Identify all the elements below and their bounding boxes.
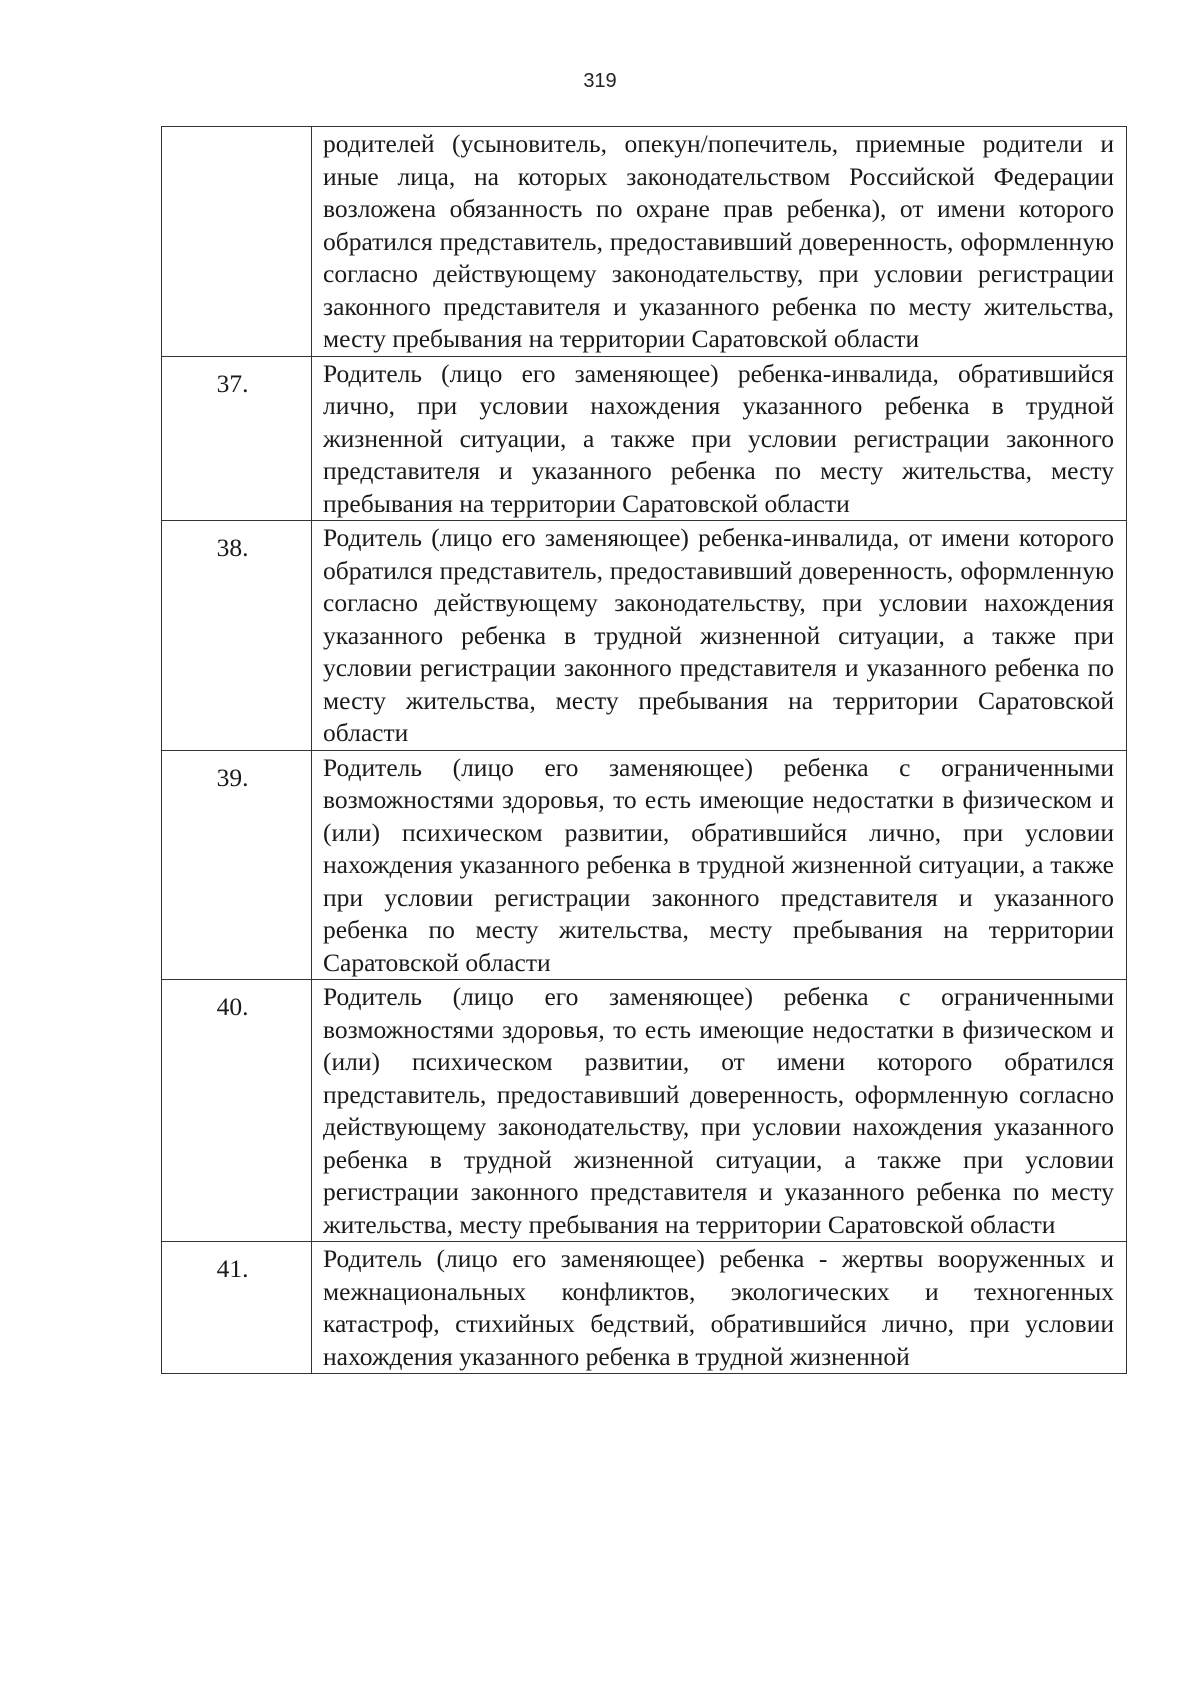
page-number: 319 xyxy=(583,70,617,92)
table-row xyxy=(162,127,1127,357)
table-row xyxy=(162,521,1127,751)
row-number: 38. xyxy=(162,521,312,751)
row-number: 39. xyxy=(162,750,312,980)
row-text: Родитель (лицо его заменяющее) ребенка с ограниченными возможностями здоровья, то есть имеющие недостатки в физическом и (или) психическом развитии, от имени которого обратился представитель, предоставивший доверенность, оформленную согласно действующему законодательству, при условии нахождения указанного ребенка в трудной жизненной ситуации, а также при условии регистрации законного представителя и указанного ребенка по месту жительства, месту пребывания на территории Саратовской области xyxy=(312,980,1127,1242)
table-row xyxy=(162,356,1127,521)
row-number xyxy=(162,127,312,357)
row-text: Родитель (лицо его заменяющее) ребенка-инвалида, от имени которого обратился представитель, предоставивший доверенность, оформленную согласно действующему законодательству, при условии нахождения указанного ребенка в трудной жизненной ситуации, а также при условии регистрации законного представителя и указанного ребенка по месту жительства, месту пребывания на территории Саратовской области xyxy=(312,521,1127,751)
row-number: 41. xyxy=(162,1242,312,1374)
row-text: Родитель (лицо его заменяющее) ребенка с ограниченными возможностями здоровья, то есть имеющие недостатки в физическом и (или) психическом развитии, обратившийся лично, при условии нахождения указанного ребенка в трудной жизненной ситуации, а также при условии регистрации законного представителя и указанного ребенка по месту жительства, месту пребывания на территории Саратовской области xyxy=(312,750,1127,980)
table-row xyxy=(162,980,1127,1242)
row-number: 37. xyxy=(162,356,312,521)
table-row xyxy=(162,750,1127,980)
row-text: Родитель (лицо его заменяющее) ребенка - жертвы вооруженных и межнациональных конфликтов, экологических и техногенных катастроф, стихийных бедствий, обратившийся лично, при условии нахождения указанного ребенка в трудной жизненной xyxy=(312,1242,1127,1374)
row-text: Родитель (лицо его заменяющее) ребенка-инвалида, обратившийся лично, при условии нахождения указанного ребенка в трудной жизненной ситуации, а также при условии регистрации законного представителя и указанного ребенка по месту жительства, месту пребывания на территории Саратовской области xyxy=(312,356,1127,521)
table-row xyxy=(162,1242,1127,1374)
document-table xyxy=(161,126,1127,1374)
row-text: родителей (усыновитель, опекун/попечитель, приемные родители и иные лица, на которых законодательством Российской Федерации возложена обязанность по охране прав ребенка), от имени которого обратился представитель, предоставивший доверенность, оформленную согласно действующему законодательству, при условии регистрации законного представителя и указанного ребенка по месту жительства, месту пребывания на территории Саратовской области xyxy=(312,127,1127,357)
row-number: 40. xyxy=(162,980,312,1242)
